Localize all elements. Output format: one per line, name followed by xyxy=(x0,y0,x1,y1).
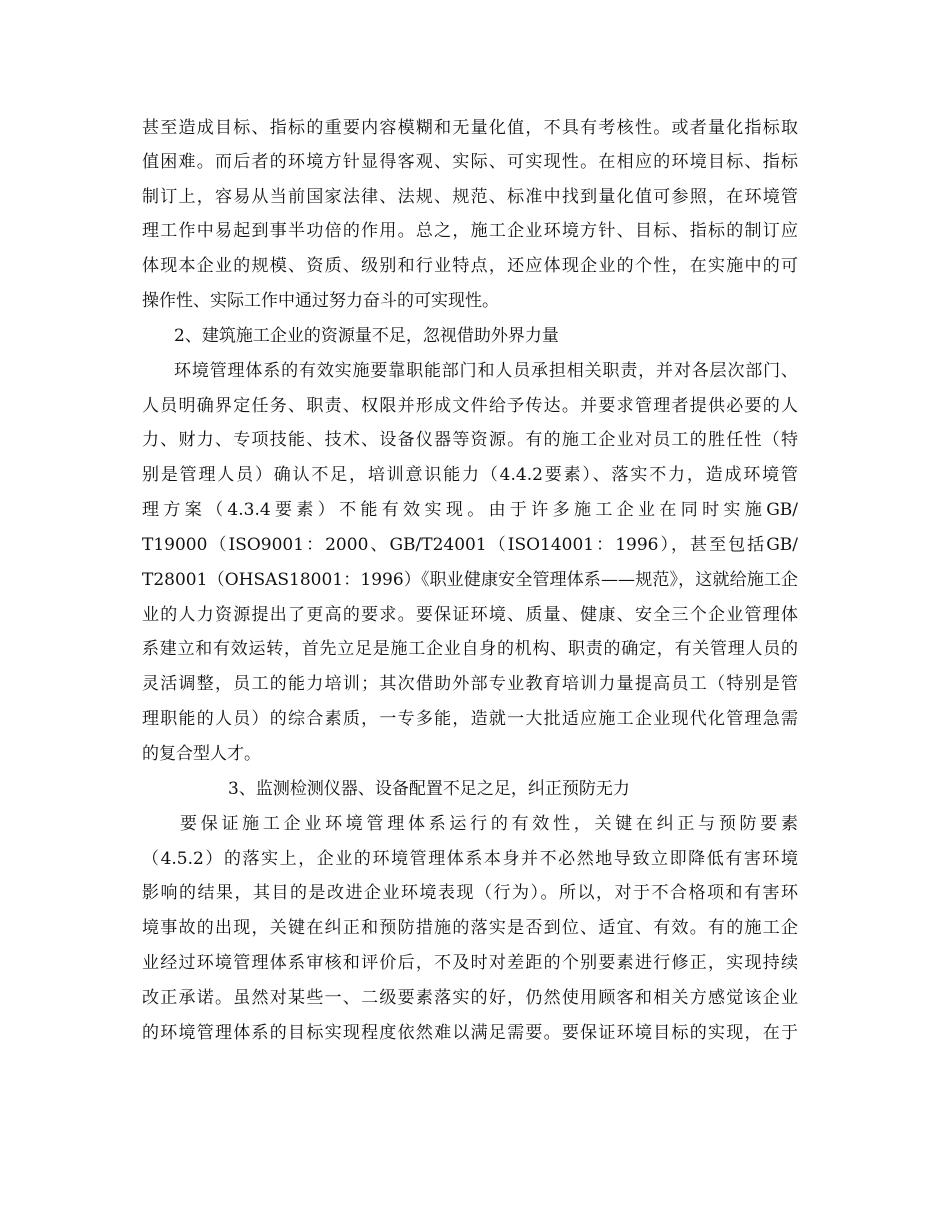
body-text-line: 值困难。而后者的环境方针显得客观、实际、可实现性。在相应的环境目标、指标 xyxy=(142,152,798,172)
body-text-line: 业经过环境管理体系审核和评价后，不及时对差距的个别要素进行修正，实现持续 xyxy=(142,953,798,973)
section-heading: 3、监测检测仪器、设备配置不足之足，纠正预防无力 xyxy=(228,779,630,799)
body-text-line: 灵活调整，员工的能力培训；其次借助外部专业教育培训力量提高员工（特别是管 xyxy=(142,674,798,694)
section-heading: 2、建筑施工企业的资源量不足，忽视借助外界力量 xyxy=(174,326,559,346)
body-text-line: 环境管理体系的有效实施要靠职能部门和人员承担相关职责，并对各层次部门、 xyxy=(174,361,798,381)
body-text-line: （4.5.2）的落实上，企业的环境管理体系本身并不必然地导致立即降低有害环境 xyxy=(142,849,798,869)
body-text-line: 境事故的出现，关键在纠正和预防措施的落实是否到位、适宜、有效。有的施工企 xyxy=(142,918,798,938)
body-text-line: 人员明确界定任务、职责、权限并形成文件给予传达。并要求管理者提供必要的人 xyxy=(142,396,798,416)
body-text-line: 制订上，容易从当前国家法律、法规、规范、标准中找到量化值可参照，在环境管 xyxy=(142,187,798,207)
body-text-line: 业的人力资源提出了更高的要求。要保证环境、质量、健康、安全三个企业管理体 xyxy=(142,605,798,625)
body-text-line: 体现本企业的规模、资质、级别和行业特点，还应体现企业的个性，在实施中的可 xyxy=(142,256,798,276)
body-text-line: 系建立和有效运转，首先立足是施工企业自身的机构、职责的确定，有关管理人员的 xyxy=(142,639,798,659)
body-text-line: 的环境管理体系的目标实现程度依然难以满足需要。要保证环境目标的实现，在于 xyxy=(142,1023,798,1043)
body-text-line: 操作性、实际工作中通过努力奋斗的可实现性。 xyxy=(142,291,499,311)
body-text-line: 要保证施工企业环境管理体系运行的有效性，关键在纠正与预防要素 xyxy=(180,814,798,834)
body-text-line: 改正承诺。虽然对某些一、二级要素落实的好，仍然使用顾客和相关方感觉该企业 xyxy=(142,988,798,1008)
body-text-line: T28001（OHSAS18001：1996）《职业健康安全管理体系——规范》，这就给施工企 xyxy=(142,570,798,590)
body-text-line: T19000（ISO9001：2000、GB/T24001（ISO14001：1996），甚至包括GB/ xyxy=(142,535,798,555)
body-text-line: 理方案（4.3.4要素）不能有效实现。由于许多施工企业在同时实施GB/ xyxy=(142,500,798,520)
body-text-line: 影响的结果，其目的是改进企业环境表现（行为）。所以，对于不合格项和有害环 xyxy=(142,883,798,903)
body-text-line: 的复合型人才。 xyxy=(142,744,261,764)
body-text-line: 甚至造成目标、指标的重要内容模糊和无量化值，不具有考核性。或者量化指标取 xyxy=(142,118,798,138)
body-text-line: 理工作中易起到事半功倍的作用。总之，施工企业环境方针、目标、指标的制订应 xyxy=(142,221,798,241)
body-text-line: 别是管理人员）确认不足，培训意识能力（4.4.2要素）、落实不力，造成环境管 xyxy=(142,465,798,485)
body-text-line: 理职能的人员）的综合素质，一专多能，造就一大批适应施工企业现代化管理急需 xyxy=(142,709,798,729)
body-text-line: 力、财力、专项技能、技术、设备仪器等资源。有的施工企业对员工的胜任性（特 xyxy=(142,430,798,450)
